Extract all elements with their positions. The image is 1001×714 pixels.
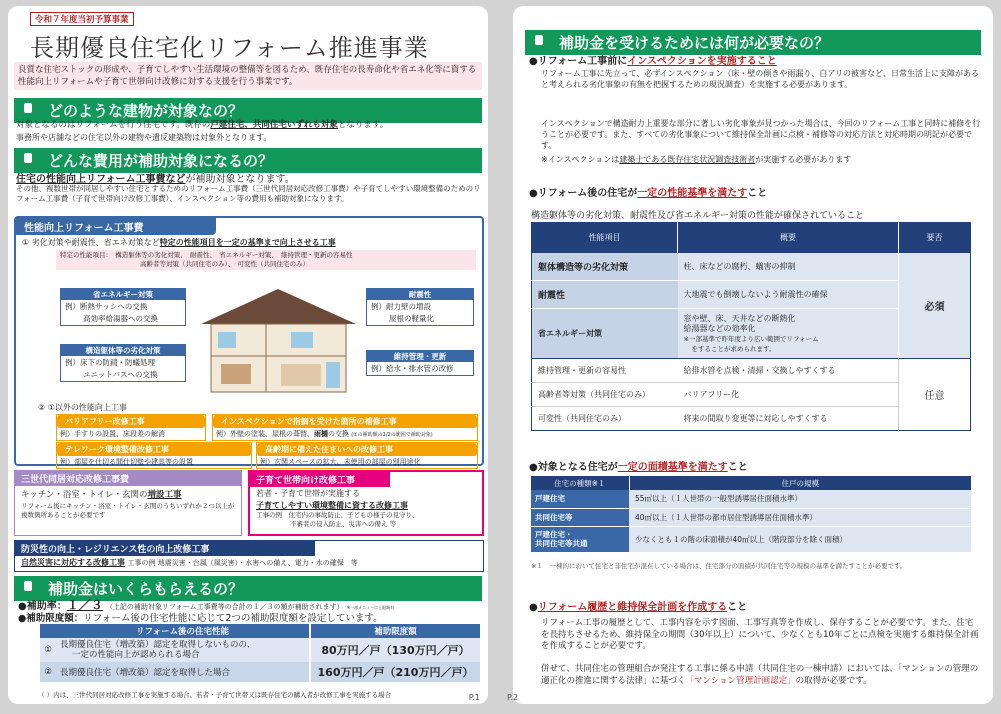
card-seismic-line2: 屋根の軽量化 xyxy=(389,314,434,323)
card-inspection-repair xyxy=(212,414,478,441)
intro-text: 良質な住宅ストックの形成や、子育てしやすい生活環境の整備等を図るため、既存住宅の長寿命化や省エネ化等に資する性能向上リフォームや子育て世帯向け改修に対する支援を行う事業です。 xyxy=(14,62,482,90)
perf-row5-item: 高齢者等対策（共同住宅のみ） xyxy=(538,390,650,399)
row1-text2: 一定の性能向上が認められる場合 xyxy=(72,650,200,660)
perf-row3-desc1: 窓や壁、床、天井などの断熱化 xyxy=(683,313,796,323)
area-note: ※１ 一棟的において住宅と非住宅が混在している場合は、住宅部分の面積が共同住宅等の規模の基準を満たすことが必要です。 xyxy=(531,562,907,570)
th-blank xyxy=(40,624,56,638)
card-maintenance-title: 維持管理・更新 xyxy=(367,351,473,362)
bousai-line2: 工事の例 地震災害・台風（風災害）・水害への備え、電力・水の確保 等 xyxy=(127,559,358,567)
card-energy-line1: 例）断熱サッシへの交換 xyxy=(65,302,148,311)
limit-table xyxy=(40,624,480,682)
card-barrierfree-body: 例）手すりの設置、床段差の解消 xyxy=(60,430,165,438)
sansedai-highlight: 増設工事 xyxy=(147,490,182,500)
card-barrierfree xyxy=(56,414,206,441)
badge: 令和７年度当初予算事業 xyxy=(30,12,134,26)
perf-row4-desc: 給排水管を点検・清掃・交換しやすくする xyxy=(683,366,836,375)
costs-text-1: 住宅の性能向上リフォーム工事費などが補助対象となります。 xyxy=(16,174,295,185)
rate-line: ●補助率：１／３ （上記の補助対象リフォーム工事費等の合計の１／３の額が補助されます） ※一部メニューに上限額有 xyxy=(18,598,395,612)
table-row xyxy=(531,490,971,508)
kosodate-line1: 若者・子育て世帯が実施する xyxy=(256,489,360,498)
perf-row2-item: 耐震性 xyxy=(538,291,566,301)
perf-row3-note2: をすることが求められます。 xyxy=(691,344,776,353)
row2-no: ② xyxy=(44,667,52,677)
card-barrierfree-title: バリアフリー改修工事 xyxy=(57,415,205,428)
card-structure-title: 構造躯体等の劣化対策 xyxy=(61,345,185,356)
table-row xyxy=(531,508,971,526)
table-row xyxy=(40,638,480,662)
card-telework-title: テレワーク環境整備改修工事 xyxy=(57,443,251,456)
perf-table xyxy=(531,222,971,431)
spec-line-2: 高齢者等対策（共同住宅のみ）、 可変性（共同住宅のみ） xyxy=(140,260,309,268)
card-elderly xyxy=(256,442,478,469)
area-row3-size: 少なくとも１の階の床面積が40㎡以上（階段部分を除く面積） xyxy=(629,526,971,552)
card-elderly-body: 例）玄関スペースの拡大、未使用の部屋の別用途化 xyxy=(260,458,421,466)
area-heading: ●対象となる住宅が一定の面積基準を満たすこと xyxy=(529,462,748,473)
perf-row6-item: 可変性（共同住宅のみ） xyxy=(538,414,626,423)
limit-line: ●補助限度額：リフォーム後の住宅性能に応じて2つの補助限度額を設定しています。 xyxy=(18,613,383,624)
card-telework xyxy=(56,442,252,469)
area-table xyxy=(531,476,971,552)
perf-row4-item: 維持管理・更新の容易性 xyxy=(538,366,626,375)
perf-row1-item: 躯体構造等の劣化対策 xyxy=(538,262,629,273)
perf-row3-note1: ※一部基準で昨年度より広い範囲でリフォーム xyxy=(683,334,819,343)
area-row1-type: 戸建住宅 xyxy=(531,490,629,508)
card-seismic-line1: 例）耐力壁の増設 xyxy=(371,302,431,311)
card-energy-title: 省エネルギー対策 xyxy=(61,289,185,300)
perf-row6-desc: 将来の間取り変更等に対応しやすくする xyxy=(683,414,828,423)
plan-heading: ●リフォーム履歴と維持保全計画を作成すること xyxy=(529,602,748,613)
area-row3-type2: 共同住宅等共通 xyxy=(535,539,588,549)
section-amount: 補助金はいくらもらえるの？ xyxy=(14,576,482,601)
required-cell: 必須 xyxy=(899,253,971,359)
spec-box xyxy=(56,250,476,270)
row1-value: 80万円／戸（130万円／戸） xyxy=(310,638,480,662)
section-requirements: 補助金を受けるためには何が必要なの？ xyxy=(525,30,981,55)
kosodate-line4: 不審者の侵入防止、災害への備え 等 xyxy=(290,520,397,528)
costs-text-2: その他、複数世帯が同居しやすい住宅とするためのリフォーム工事費（三世代同居対応改修工事費）や子育てしやすい環境整備のためのリフォーム工事費（子育て世帯向け改修工事費）、インスペクション等の費用も補助対象になります。 xyxy=(16,184,481,203)
area-row3-type1: 戸建住宅・ xyxy=(535,530,573,540)
perf-row2-desc: 大地震でも倒壊しないよう耐震性の確保 xyxy=(678,281,899,309)
perf-row3-desc2: 給湯器などの効率化 xyxy=(683,323,756,333)
page-2 xyxy=(507,6,993,704)
sansedai-line1: キッチン・浴室・トイレ・玄関の xyxy=(21,490,148,500)
inspection-heading: ●リフォーム工事前にインスペクションを実施すること xyxy=(529,56,777,67)
plan-p2: 併せて、共同住宅の管理組合が発注する工事に係る申請（共同住宅の一棟申請）においては、「マンションの管理の適正化の推進に関する法律」に基づく「マンション管理計画認定」の取得が必要です。 xyxy=(541,664,979,686)
bousai-title: 防災性の向上・レジリエンス性の向上改修工事 xyxy=(15,541,315,556)
sansedai-title: 三世代同居対応改修工事費 xyxy=(15,471,241,486)
perf-lead: 構造躯体等の劣化対策、耐震性及び省エネルギー対策の性能が確保されていること xyxy=(531,211,865,221)
perf-heading: ●リフォーム後の住宅が一定の性能基準を満たすこと xyxy=(529,188,768,199)
target-text-2: 事務所や店舗などの住宅以外の建物や遺反建築物は対象外となります。 xyxy=(16,133,272,142)
section-target-building: どのような建物が対象なの？ xyxy=(14,98,482,123)
card-inspection-repair-line: 例）外壁の塗装、屋根の葺替、 xyxy=(216,430,314,438)
perf-header: 性能向上リフォーム工事費 xyxy=(16,218,216,235)
th-performance: リフォーム後の住宅性能 xyxy=(135,627,230,637)
card-maintenance-line1: 例）給水・排水管の改修 xyxy=(371,364,454,373)
kosodate-line3: 工事の例 住宅内の事故防止、子どもの様子の見守り、 xyxy=(256,511,419,519)
table-row xyxy=(532,359,971,383)
perf-item2: ② ①以外の性能向上工事 xyxy=(38,403,127,412)
card-elderly-title: 高齢期に備えた住まいへの改修工事 xyxy=(257,443,477,456)
table-row xyxy=(532,253,971,281)
th-size: 住戸の規模 xyxy=(629,476,971,490)
amount-footnote: （ ）内は、三世代同居対応改修工事を実施する場合、若者・子育て世帯又は既存住宅の購入者が改修工事を実施する場合 xyxy=(38,691,392,699)
page-title: 長期優良住宅化リフォーム推進事業 xyxy=(30,34,429,62)
perf-row3-item: 省エネルギー対策 xyxy=(538,329,602,338)
card-energy xyxy=(60,288,186,326)
house-illustration xyxy=(196,284,361,396)
page-number-1: P.1 xyxy=(468,693,480,702)
row1-no: ① xyxy=(44,645,52,655)
kosodate-title: 子育て世帯向け改修工事 xyxy=(250,472,390,487)
card-telework-body: 例）部屋を仕切る間仕切壁や建具等の設置 xyxy=(60,458,193,466)
card-structure xyxy=(60,344,186,382)
page-number-2: P.2 xyxy=(507,693,519,702)
sansedai-panel xyxy=(14,470,242,536)
th-item: 性能項目 xyxy=(588,233,621,243)
perf-panel xyxy=(14,216,484,466)
perf-row1-desc: 柱、床などの腐朽、蟻害の抑制 xyxy=(678,253,899,281)
table-row xyxy=(40,662,480,682)
kosodate-panel xyxy=(248,470,484,536)
target-text-1: 対象となるのはリフォームを行う住宅です。既存の戸建住宅、共同住宅いずれも対象となります。 xyxy=(16,120,389,130)
sansedai-note: リフォーム後にキッチン・浴室・トイレ・玄関のうちいずれか２つ以上が複数箇所あることが必要です xyxy=(21,502,235,519)
area-row2-size: 40㎡以上（１人世帯の都市居住型誘導居住面積水準） xyxy=(629,508,971,526)
area-row2-type: 共同住宅等 xyxy=(531,508,629,526)
optional-cell: 任意 xyxy=(899,359,971,431)
perf-row5-desc: バリアフリー化 xyxy=(683,390,740,399)
section-eligible-costs: どんな費用が補助対象になるの？ xyxy=(14,148,482,173)
inspection-p3: ※インスペクションは建築士である既存住宅状況調査技術者が実施する必要があります xyxy=(541,155,852,164)
row2-value: 160万円／戸（210万円／戸） xyxy=(310,662,480,682)
row2-text1: 長期優良住宅（増改築）認定を取得した場合 xyxy=(60,668,231,678)
inspection-p1: リフォーム工事に先立って、必ずインスペクション（床・壁の傾きや雨漏り、白アリの被害など、日常生活上に支障があると考えられる劣化事象の有無を把握するための現況調査）を実施する必要があります。 xyxy=(541,69,979,89)
card-inspection-repair-title: インスペクションで指摘を受けた箇所の補修工事 xyxy=(213,415,477,428)
table-row xyxy=(531,526,971,552)
card-inspection-repair-gutter: 雨樋 xyxy=(314,430,328,438)
area-row1-size: 55㎡以上（１人世帯の一般型誘導居住面積水準） xyxy=(629,490,971,508)
card-seismic xyxy=(366,288,474,326)
card-inspection-repair-suffix: の交換 xyxy=(328,430,349,438)
card-inspection-repair-note: (①の補助額の1/2の範囲で補助対象) xyxy=(351,432,433,438)
card-structure-line1: 例）床下の防錆・防蟻処理 xyxy=(65,358,155,367)
row1-text1: 長期優良住宅（増改築）認定を取得しないものの、 xyxy=(60,640,256,650)
page-1 xyxy=(8,6,488,704)
card-energy-line2: 高効率給湯器への交換 xyxy=(83,314,158,323)
kosodate-line2: 子育てしやすい環境整備に資する改修工事 xyxy=(256,501,408,510)
bousai-panel xyxy=(14,540,484,572)
plan-p1: リフォーム工事の履歴として、工事内容を示す図面、工事写真等を作成し、保存することが必要です。また、住宅を長持ちさせるため、維持保全の期間（30年以上）について、少なくとも10年ごとに点検を実施する維持保全計画を作成することが必要です。 xyxy=(541,618,979,651)
th-required: 要否 xyxy=(899,223,971,253)
perf-item1: ① 劣化対策や耐震性、省エネ対策など特定の性能項目を一定の基準まで向上させる工事 xyxy=(22,238,336,247)
th-limit: 補助限度額 xyxy=(310,624,480,638)
spec-line-1: 特定の性能項目： 構造躯体等の劣化対策、 耐震性、 省エネルギー対策、 維持管理・更新の容易性 xyxy=(60,251,353,259)
bousai-line1: 自然災害に対応する改修工事 xyxy=(21,558,125,567)
th-type: 住宅の種類※１ xyxy=(554,478,606,488)
card-maintenance xyxy=(366,350,474,376)
card-seismic-title: 耐震性 xyxy=(367,289,473,300)
th-summary: 概要 xyxy=(678,223,899,253)
inspection-p2: インスペクションで構造耐力上重要な部分に著しい劣化事象が見つかった場合は、今回のリフォーム工事と同時に補修を行うことが必要です。また、すべての劣化事象について維持保全計画に点検・補修等の対応方法と対応時期の明記が必要です。 xyxy=(541,119,981,150)
card-structure-line2: ユニットバスへの交換 xyxy=(83,370,158,379)
